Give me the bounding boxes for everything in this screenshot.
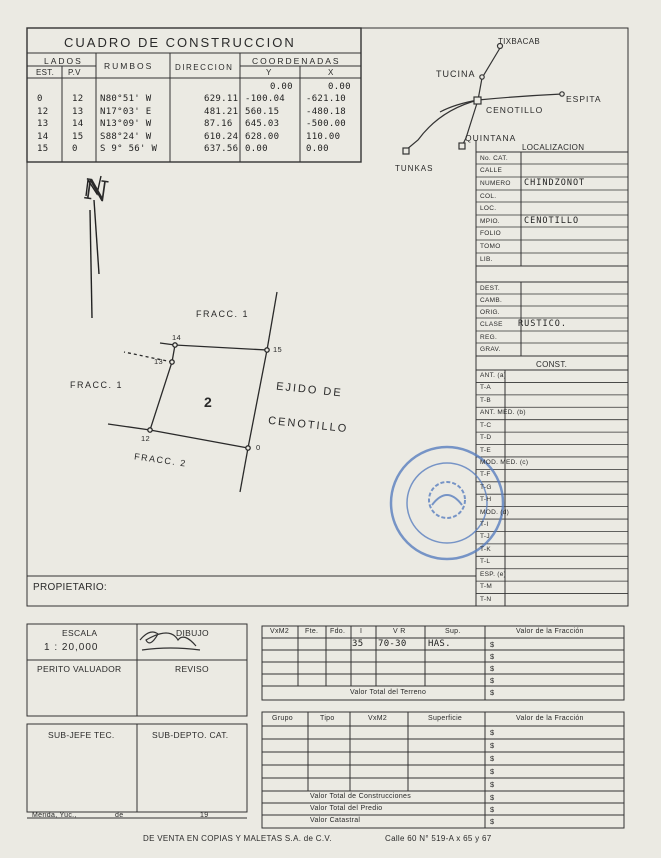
dollar-sign: $ [490,805,495,814]
coord-x-cell: -480.18 [306,106,347,117]
coord-x-cell: 0.00 [306,144,329,154]
dollar-sign: $ [490,817,495,826]
dollar-sign: $ [490,754,495,763]
const-row-label: T-D [480,434,492,442]
terreno-header: I [360,628,363,635]
construcciones-header: Superficie [428,715,463,722]
origin-y: 0.00 [270,82,293,92]
subjefe-label: SUB-JEFE TEC. [48,730,115,740]
rumbo-cell: S88°24' W [100,131,152,142]
localizacion-label: LIB. [480,256,493,263]
vr-value: 70-30 [378,639,407,649]
const-row-label: ESP. (e) [480,570,507,578]
direccion-cell: 610.24 [204,131,239,142]
footer-de: de [115,812,124,819]
localizacion-label: LOC. [480,205,497,212]
localizacion-label: MPIO. [480,218,500,225]
lot-number: 2 [204,394,213,410]
terreno-total-label: Valor Total del Terreno [350,689,427,696]
coord-x-cell: -621.10 [306,94,347,104]
footer-address: Calle 60 N° 519-A x 65 y 67 [385,834,492,843]
point-15: 15 [273,345,282,354]
dollar-sign: $ [490,767,495,776]
construcciones-header: VxM2 [368,715,388,722]
const-row-label: T-E [480,446,492,454]
localizacion-value: RUSTICO. [518,319,567,329]
rumbo-cell: N80°51' W [100,94,152,104]
localizacion-label: CALLE [480,167,503,174]
fracc1-top-label: FRACC. 1 [196,309,250,319]
map-label-espita: ESPITA [566,94,602,104]
pv-cell: 14 [72,119,84,129]
point-13: 13 [154,357,163,366]
coordenadas-header: COORDENADAS [252,56,341,66]
dollar-sign: $ [490,728,495,737]
rumbo-cell: N13°09' W [100,119,152,129]
localizacion-title: LOCALIZACION [522,143,585,152]
escala-label: ESCALA [62,628,98,638]
const-row-label: T-H [480,496,492,504]
const-row-label: ANT. MED. (b) [480,409,526,417]
map-label-tucina: TUCINA [436,69,476,79]
lados-header: LADOS [44,56,83,66]
const-row-label: T-M [480,583,493,591]
dollar-sign: $ [490,741,495,750]
direccion-cell: 87.16 [204,119,233,129]
localizacion-value: CHINDZONOT [524,178,586,188]
const-row-label: T-B [480,396,492,404]
dollar-sign: $ [490,664,495,673]
total-predio-label: Valor Total del Predio [310,805,383,812]
const-title: CONST. [536,360,568,369]
terreno-header: VxM2 [270,628,290,635]
localizacion-label: CAMB. [480,297,503,304]
point-14: 14 [172,333,181,342]
terreno-header: Fdo. [330,628,346,635]
const-row-label: T-A [480,384,492,392]
ejido-label-1: EJIDO DE [275,380,344,400]
const-row-label: T-C [480,421,492,429]
coord-y-cell: -100.04 [245,94,286,104]
est-cell: 14 [37,131,49,142]
footer-printer: DE VENTA EN COPIAS Y MALETAS S.A. de C.V. [143,834,332,843]
localizacion-label: CLASE [480,321,503,328]
terreno-header: Fte. [305,628,319,635]
sup-value: HAS. [428,639,451,649]
const-row-label: T-J [480,533,490,541]
lot-polygon [108,292,277,492]
dibujo-label: DIBUJO [176,628,209,638]
est-header: EST. [36,68,55,77]
est-cell: 13 [37,119,49,129]
localizacion-label: REG. [480,334,498,341]
total-const-label: Valor Total de Construcciones [310,793,412,800]
reviso-label: REVISO [175,664,209,674]
direccion-cell: 629.11 [204,94,239,104]
direccion-cell: 637.56 [204,144,239,154]
coord-y-cell: 560.15 [245,106,280,117]
north-label: N [81,172,111,209]
terreno-header: Sup. [445,628,461,635]
x-header: X [328,68,334,77]
localizacion-label: TOMO [480,243,501,250]
point-12: 12 [141,434,150,443]
terreno-header: V R [393,628,406,635]
construcciones-header: Valor de la Fracción [516,715,584,722]
const-row-label: T-G [480,483,492,491]
pv-cell: 12 [72,94,84,104]
est-cell: 15 [37,144,49,154]
propietario-label: PROPIETARIO: [33,582,107,593]
localizacion-label: GRAV. [480,346,501,353]
coord-x-cell: 110.00 [306,131,341,142]
localizacion-label: COL. [480,193,497,200]
direccion-cell: 481.21 [204,106,239,117]
point-0: 0 [256,443,261,452]
terreno-header: Valor de la Fracción [516,628,584,635]
dollar-sign: $ [490,652,495,661]
rumbo-cell: S 9° 56' W [100,144,158,154]
cuadro-title: CUADRO DE CONSTRUCCION [64,35,296,50]
est-cell: 0 [37,94,43,104]
const-row-label: T-L [480,558,491,566]
rumbos-header: RUMBOS [104,61,154,71]
const-row-label: ANT. (a) [480,372,507,379]
map-label-tixbacab: TIXBACAB [498,37,540,46]
localizacion-label: DEST. [480,285,500,292]
map-label-quintana: QUINTANA [465,133,517,143]
direccion-header: DIRECCION [175,63,234,72]
subdepto-label: SUB-DEPTO. CAT. [152,730,229,740]
coord-y-cell: 0.00 [245,144,268,154]
const-row-label: MOD. MED. (c) [480,458,529,466]
escala-value: 1 : 20,000 [44,642,99,653]
coord-y-cell: 645.03 [245,119,280,129]
coord-y-cell: 628.00 [245,131,280,142]
localizacion-label: No. CAT. [480,155,508,162]
catastral-label: Valor Catastral [310,817,361,824]
est-cell: 12 [37,106,49,117]
footer-year: 19 [200,812,209,819]
i-value: 35 [352,639,364,649]
dollar-sign: $ [490,676,495,685]
pv-cell: 13 [72,106,84,117]
const-row-label: T-F [480,471,491,479]
localizacion-label: ORIG. [480,309,500,316]
pv-cell: 0 [72,144,78,154]
const-row-label: T-I [480,521,489,529]
fracc1-left-label: FRACC. 1 [70,380,124,390]
y-header: Y [266,68,272,77]
const-row-label: T-K [480,545,492,553]
perito-label: PERITO VALUADOR [37,664,122,674]
localizacion-value: CENOTILLO [524,216,580,226]
ejido-label-2: CENOTILLO [267,414,349,436]
footer-merida: Mérida, Yuc., [32,812,77,819]
pv-cell: 15 [72,131,84,142]
dollar-sign: $ [490,688,495,697]
fracc2-label: FRACC. 2 [133,451,188,469]
rumbo-cell: N17°03' E [100,106,152,117]
localizacion-label: NUMERO [480,180,511,187]
pv-header: P.V [68,68,81,77]
const-row-label: MOD. (d) [480,508,510,516]
dollar-sign: $ [490,780,495,789]
coord-x-cell: -500.00 [306,119,347,129]
localizacion-label: FOLIO [480,230,502,237]
dollar-sign: $ [490,793,495,802]
const-row-label: T-N [480,595,492,603]
map-label-cenotillo: CENOTILLO [486,105,544,115]
map-label-tunkas: TUNKAS [395,164,434,173]
construcciones-header: Grupo [272,715,293,722]
origin-x: 0.00 [328,82,351,92]
dollar-sign: $ [490,640,495,649]
construcciones-header: Tipo [320,715,335,722]
